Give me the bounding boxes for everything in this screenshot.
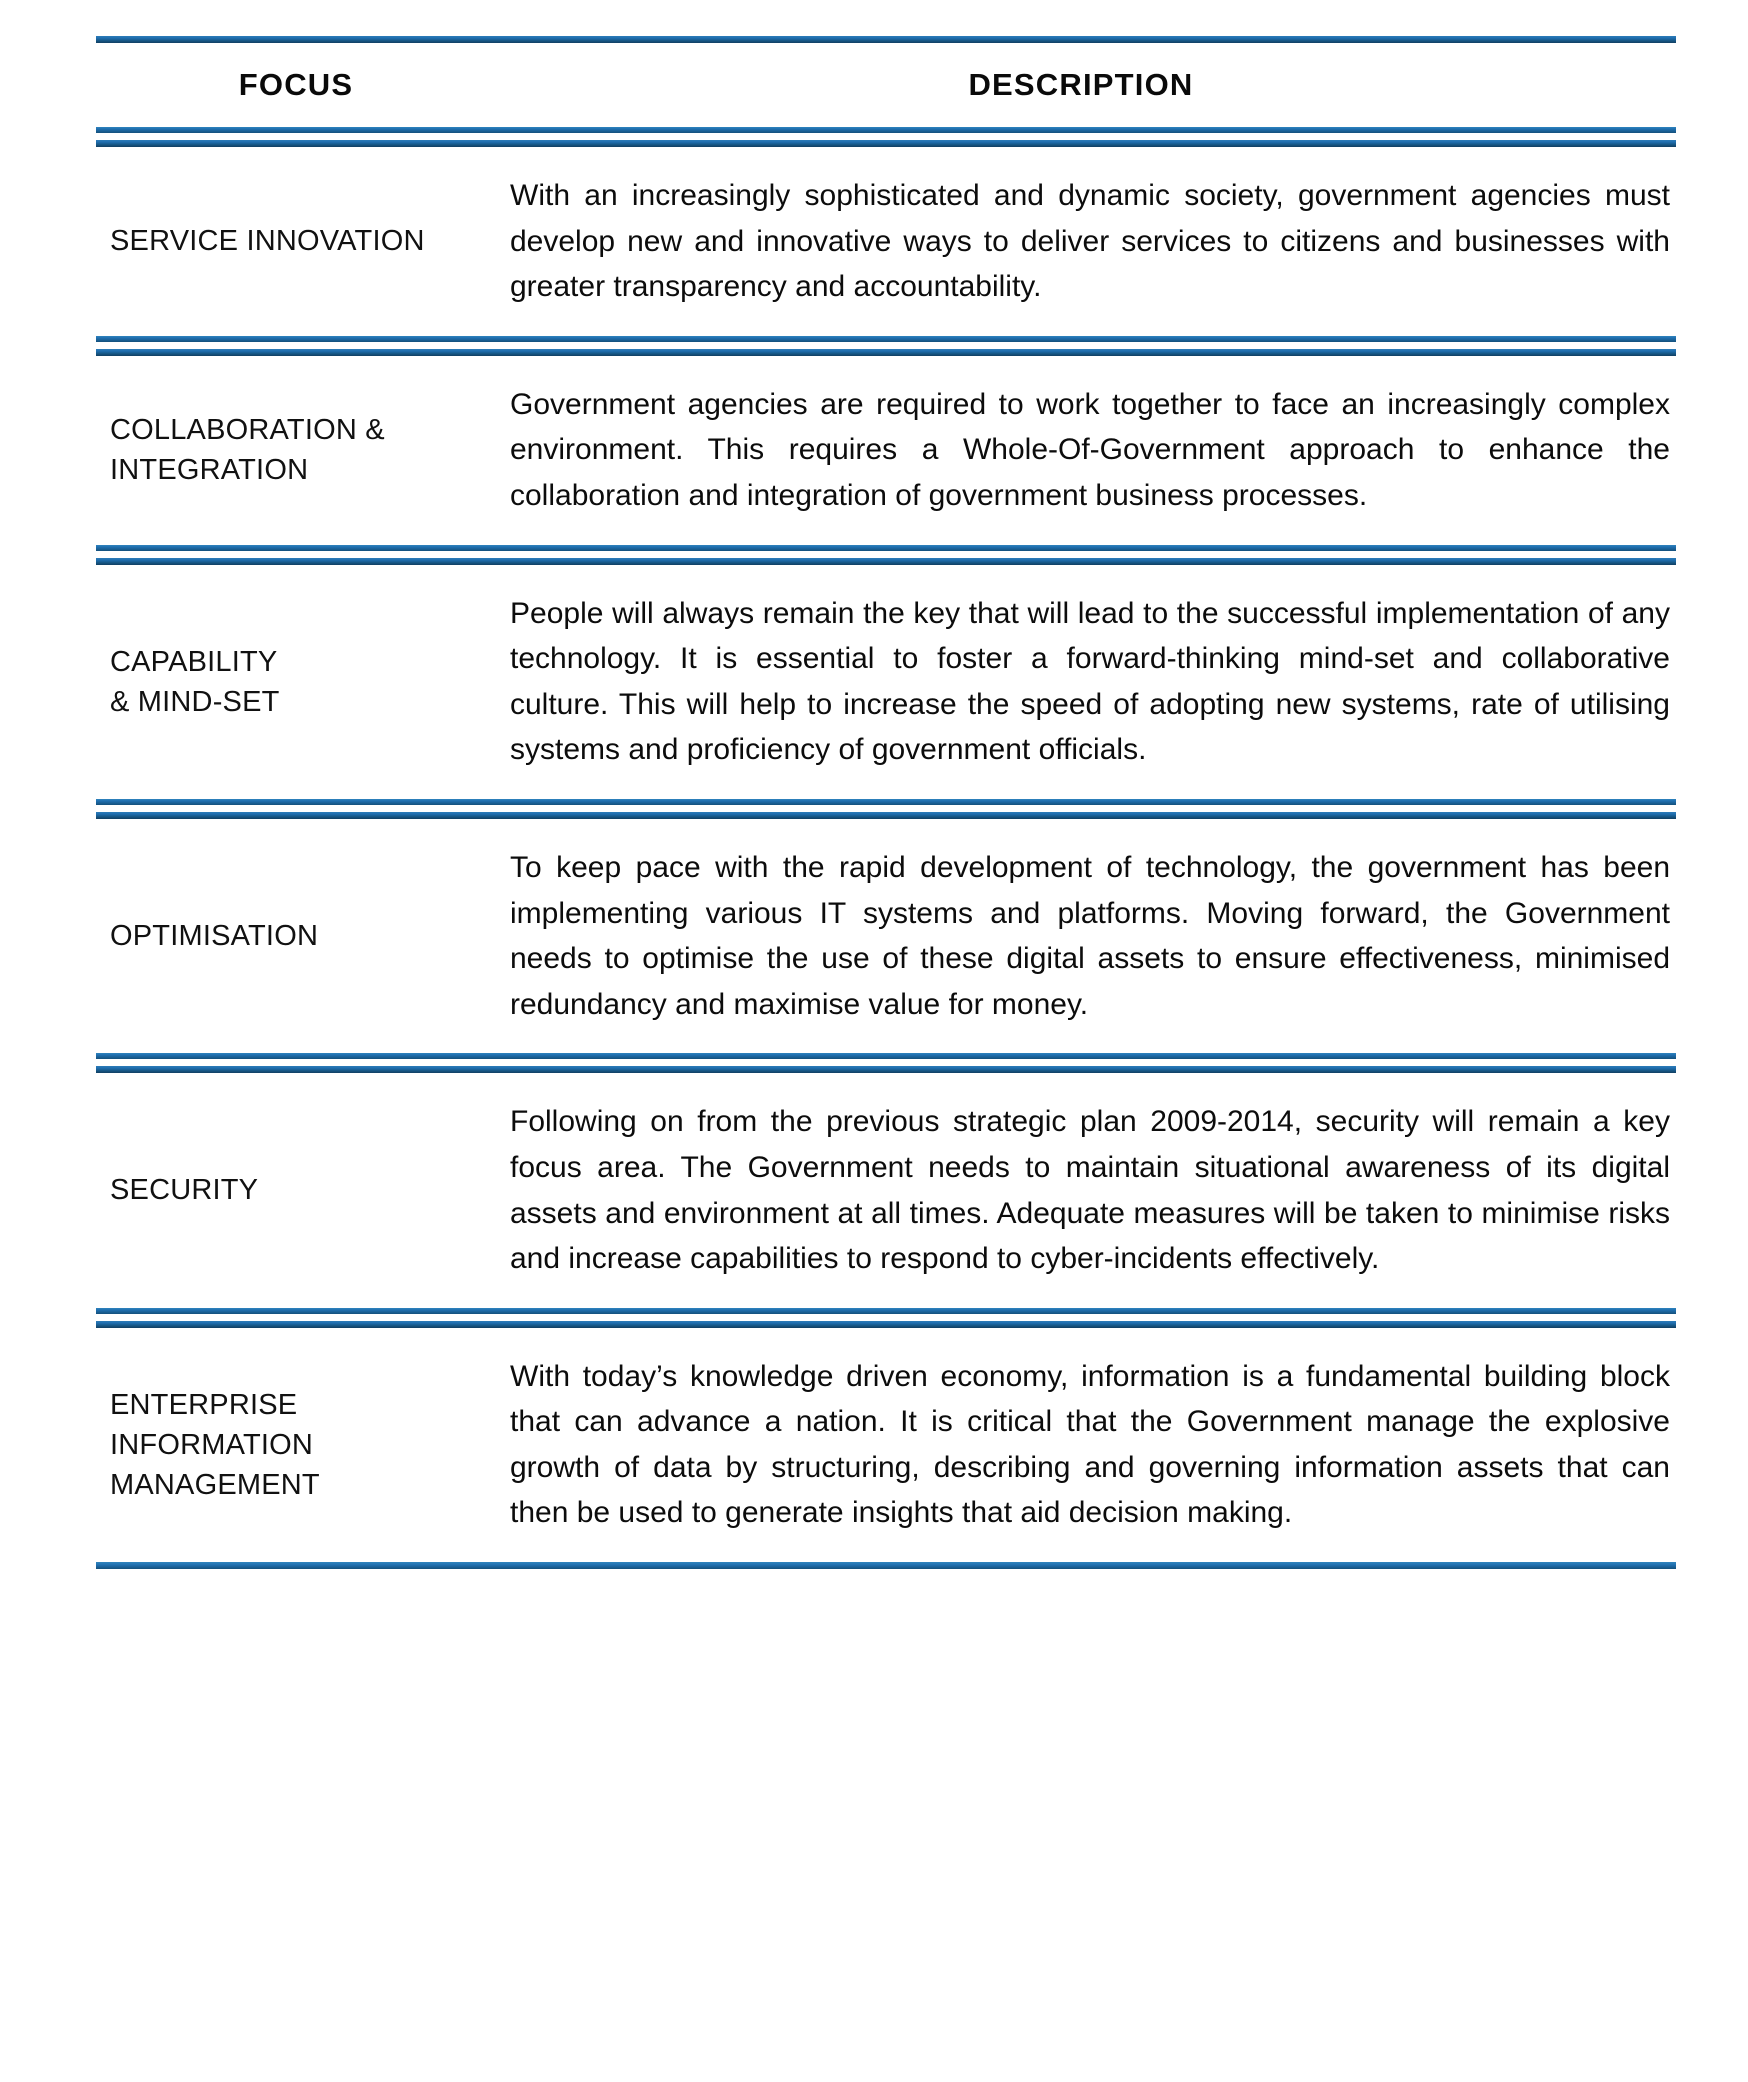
- row-separator-rule: [96, 1308, 1676, 1328]
- description-text: Government agencies are required to work together to face an increasingly complex environment. This requires a Whole-Of-Government approach to enhance the collaboration and integration of government business processes.: [510, 387, 1670, 512]
- description-text: Following on from the previous strategic plan 2009-2014, security will remain a key focus area. The Government needs to maintain situational awareness of its digital assets and environment at all times. Adequate measures will be taken to minimise risks and increase capabilities to respond to cyber-incidents effectively.: [510, 1105, 1670, 1276]
- column-header-description: DESCRIPTION: [968, 67, 1194, 102]
- row-focus-label: [96, 916, 496, 956]
- focus-line: & MIND-SET: [110, 685, 280, 718]
- row-description: [496, 173, 1676, 310]
- focus-line: INFORMATION: [110, 1428, 314, 1461]
- focus-line: OPTIMISATION: [110, 920, 319, 953]
- row-description: [496, 591, 1676, 773]
- row-focus-label: [96, 410, 496, 490]
- table-row: [96, 1073, 1676, 1307]
- description-text: To keep pace with the rapid development of technology, the government has been implementing various IT systems and platforms. Moving forward, the Government needs to optimise the use of these digital assets to ensure effectiveness, minimised redundancy and maximise value for money.: [510, 850, 1670, 1021]
- focus-line: SECURITY: [110, 1174, 259, 1207]
- table-bottom-rule: [96, 1562, 1676, 1569]
- table-row: [96, 565, 1676, 799]
- row-focus-label: [96, 221, 496, 261]
- focus-line: CAPABILITY: [110, 645, 278, 678]
- focus-line: INTEGRATION: [110, 454, 309, 487]
- focus-line: SERVICE INNOVATION: [110, 225, 425, 258]
- row-separator-rule: [96, 1053, 1676, 1073]
- row-description: [496, 1354, 1676, 1536]
- table-row: [96, 1328, 1676, 1562]
- row-focus-label: [96, 1170, 496, 1210]
- row-description: [496, 1099, 1676, 1281]
- header-bottom-rule: [96, 127, 1676, 147]
- row-description: [496, 845, 1676, 1027]
- table-top-rule: [96, 36, 1676, 43]
- table-row: [96, 356, 1676, 545]
- focus-line: MANAGEMENT: [110, 1468, 320, 1501]
- table-header-row: [96, 43, 1676, 127]
- description-text: With an increasingly sophisticated and dynamic society, government agencies must develop new and innovative ways to deliver services to citizens and businesses with greater transparency and accountability.: [510, 179, 1670, 304]
- row-separator-rule: [96, 545, 1676, 565]
- row-focus-label: [96, 642, 496, 722]
- row-separator-rule: [96, 336, 1676, 356]
- column-header-focus: FOCUS: [238, 67, 354, 102]
- description-text: With today’s knowledge driven economy, information is a fundamental building block that can advance a nation. It is critical that the Government manage the explosive growth of data by structuring, describing and governing information assets that can then be used to generate insights that aid decision making.: [510, 1359, 1670, 1530]
- row-focus-label: [96, 1385, 496, 1505]
- description-text: People will always remain the key that will lead to the successful implementation of any technology. It is essential to foster a forward-thinking mind-set and collaborative culture. This will help to increase the speed of adopting new systems, rate of utilising systems and proficiency of government officials.: [510, 596, 1670, 767]
- focus-description-table: [96, 36, 1676, 1569]
- row-description: [496, 382, 1676, 519]
- table-row: [96, 819, 1676, 1053]
- focus-line: ENTERPRISE: [110, 1388, 298, 1421]
- focus-line: COLLABORATION &: [110, 414, 385, 447]
- row-separator-rule: [96, 799, 1676, 819]
- table-row: [96, 147, 1676, 336]
